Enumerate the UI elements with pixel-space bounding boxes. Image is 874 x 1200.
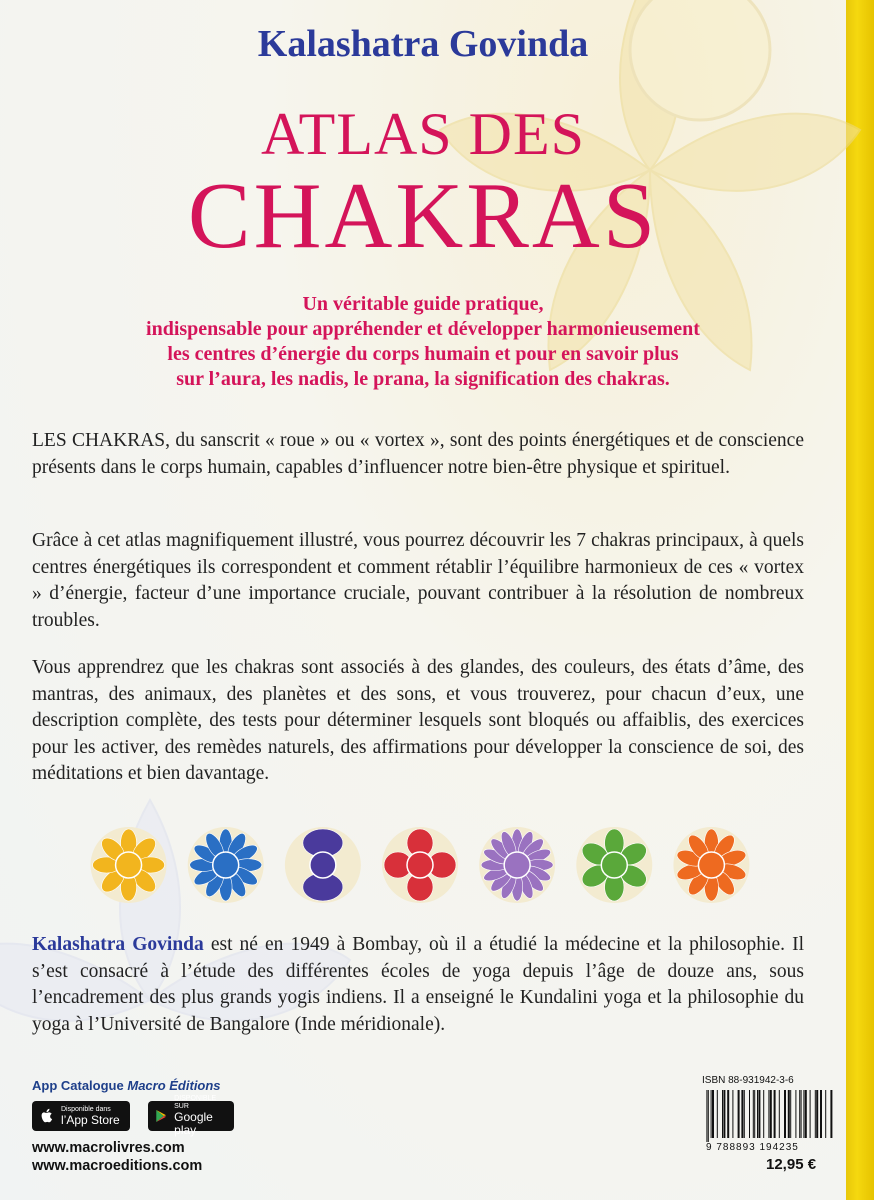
barcode-bar [830, 1090, 832, 1138]
title-line-1: ATLAS DES [260, 101, 586, 167]
barcode-bar [805, 1090, 807, 1138]
chakra-mandala-icon [188, 827, 264, 903]
chakra-mandala-icon [91, 827, 167, 903]
tagline-line: indispensable pour appréhender et développer harmonieusement [146, 318, 700, 340]
barcode-bar [722, 1090, 723, 1138]
ean-number: 9 788893 194235 [706, 1142, 799, 1153]
barcode-bar [790, 1090, 791, 1138]
google-play-text [174, 1095, 228, 1137]
barcode-bar [784, 1090, 786, 1138]
barcode-bar [770, 1090, 772, 1138]
app-store-big-label: l’App Store [61, 1112, 120, 1127]
bio-text: est né en 1949 à Bombay, où il a étudié la médecine et la philosophie. Il s’est consacré à l’étude des différentes écoles de yoga depuis l’âge de douze ans, sous l’encadrement des plus grands yogis indiens. Il a enseigné le Kundalini yoga et la philosophie du yoga à l’Université de Bangalore (Inde méridionale). [32, 934, 804, 1035]
barcode-bar [738, 1090, 740, 1138]
google-play-badge[interactable] [148, 1095, 234, 1137]
google-play-icon [154, 1107, 169, 1125]
barcode-bar [706, 1090, 707, 1142]
description-paragraph: LES CHAKRAS, du sanscrit « roue » ou « vortex », sont des points énergétiques et de conscience présents dans le corps humain, capables d’influencer notre bien-être physique et spirituel. [32, 430, 804, 478]
barcode-bar [712, 1090, 714, 1138]
barcode-bar [810, 1090, 811, 1138]
tagline-line: les centres d’énergie du corps humain et pour en savoir plus [167, 343, 679, 365]
app-catalogue-brand: Macro Éditions [127, 1078, 221, 1093]
app-catalogue-text: App Catalogue [32, 1078, 124, 1093]
barcode-bar [820, 1090, 822, 1138]
chakra-mandala-icon [285, 827, 361, 903]
barcode-bar [732, 1090, 733, 1138]
google-play-big-label: Google play [174, 1110, 213, 1137]
website-link[interactable]: www.macroeditions.com [32, 1158, 203, 1174]
barcode-bar [774, 1090, 776, 1138]
barcode [702, 1090, 836, 1142]
barcode-bar [727, 1090, 729, 1138]
apple-icon [38, 1107, 56, 1125]
barcode-bar [795, 1090, 796, 1138]
app-store-small-label: Disponible dans [61, 1105, 111, 1113]
barcode-bar [741, 1090, 743, 1138]
description-paragraph: Grâce à cet atlas magnifiquement illustré, vous pourrez découvrir les 7 chakras principaux, à quels centres énergétiques ils correspondent et comment rétablir l’équilibre harmonieux de ces « vortex » d’énergie, facteur d’une importance cruciale, pouvant contribuer à la résolution de nombreux troubles. [32, 530, 804, 631]
barcode-bar [788, 1090, 790, 1138]
barcode-bar [803, 1090, 804, 1138]
barcode-bar [744, 1090, 745, 1138]
barcode-bar [825, 1090, 826, 1138]
website-link[interactable]: www.macrolivres.com [32, 1140, 185, 1156]
description-paragraph: Vous apprendrez que les chakras sont associés à des glandes, des couleurs, des états d’âme, des mantras, des animaux, des planètes et des sons, et vous trouverez, pour chacun d’eux, une description complète, des tests pour déterminer lesquels sont bloqués ou affaiblis, des exercices pour les activer, des remèdes naturels, des affirmations pour développer la conscience de soi, des méditations et bien davantage. [32, 657, 804, 784]
barcode-bar [763, 1090, 764, 1138]
barcode-bar [768, 1090, 769, 1138]
barcode-bar [779, 1090, 780, 1138]
barcode-bar [717, 1090, 718, 1138]
barcode-bar [754, 1090, 755, 1138]
price: 12,95 € [766, 1156, 817, 1173]
app-store-text [61, 1106, 120, 1127]
barcode-bar [816, 1090, 818, 1138]
chakra-mandala-icon [382, 827, 458, 903]
title-line-2: CHAKRAS [187, 164, 659, 268]
tagline-line: Un véritable guide pratique, [302, 293, 544, 315]
barcode-bar [758, 1090, 760, 1138]
app-catalogue-label [32, 1078, 221, 1093]
author-bio [32, 932, 804, 1038]
tagline-line: sur l’aura, les nadis, le prana, la signification des chakras. [176, 368, 670, 390]
barcode-bar [749, 1090, 750, 1138]
isbn-number: ISBN 88-931942-3-6 [702, 1075, 794, 1086]
barcode-bar [708, 1090, 709, 1142]
barcode-bar [753, 1090, 754, 1138]
barcode-bar [723, 1090, 725, 1138]
barcode-bar [711, 1090, 712, 1138]
google-play-small-label: DISPONIBLE SUR [174, 1095, 217, 1110]
chakra-mandala-icon [673, 827, 749, 903]
author-name: Kalashatra Govinda [257, 23, 589, 65]
barcode-bar [801, 1090, 802, 1138]
barcode-bar [757, 1090, 758, 1138]
chakra-mandala-icon [479, 827, 555, 903]
app-store-badge[interactable] [32, 1101, 130, 1131]
tagline [60, 292, 786, 392]
bio-author-name: Kalashatra Govinda [32, 934, 204, 955]
barcode-bar [815, 1090, 816, 1138]
barcode-bar [799, 1090, 800, 1138]
chakra-illustrations [80, 815, 760, 915]
chakra-mandala-icon [576, 827, 652, 903]
